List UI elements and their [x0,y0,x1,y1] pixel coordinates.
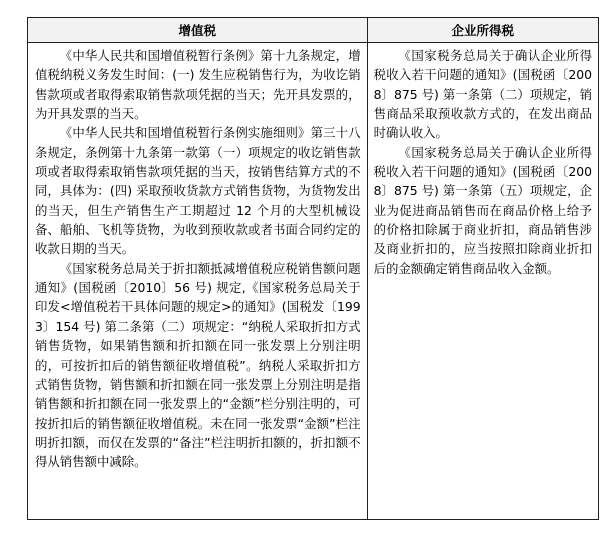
header-vat: 增值税 [28,18,368,43]
vat-cell [28,43,368,520]
vat-paragraph: 《中华人民共和国增值税暂行条例》第十九条规定，增值税纳税义务发生时间：(一) 发生应税销售行为，为收讫销售款项或者取得索取销售款项凭据的当天；先开具发票的，为开具发票的当天。 [35,48,361,122]
content-row [28,43,599,520]
header-row [28,18,599,43]
header-cit: 企业所得税 [367,18,598,43]
vat-paragraph: 《国家税务总局关于折扣额抵减增值税应税销售额问题通知》(国税函〔2010〕56 号) 规定,《国家税务总局关于印发<增值税若干具体问题的规定>的通知》(国税发〔1993〕154 号) 第二条第（二）项规定：“纳税人采取折扣方式销售货物，如果销售额和折扣额在同一张发票上分别注明的，可按折扣后的销售额征收增值税”。纳税人采取折扣方式销售货物，销售额和折扣额在同一张发票上分别注明是指销售额和折扣额在同一张发票上的“金额”栏分别注明的，可按折扣后的销售额征收增值税。未在同一张发票“金额”栏注明折扣额，而仅在发票的“备注”栏注明折扣额的，折扣额不得从销售额中减除。 [35,260,361,470]
cit-paragraph: 《国家税务总局关于确认企业所得税收入若干问题的通知》(国税函〔2008〕875 号) 第一条第（五）项规定，企业为促进商品销售而在商品价格上给予的价格扣除属于商业折扣，商品销售涉及商业折扣的，应当按照扣除商业折扣后的金额确定销售商品收入金额。 [373,144,592,276]
comparison-table [27,17,599,520]
cit-cell [367,43,598,520]
vat-paragraph: 《中华人民共和国增值税暂行条例实施细则》第三十八条规定，条例第十九条第一款第（一）项规定的收讫销售款项或者取得索取销售款项凭据的当天，按销售结算方式的不同，具体为：(四) 采取预收货款方式销售货物，为货物发出的当天，但生产销售生产工期超过 12 个月的大型机械设备、船舶、飞机等货物，为收到预收款或者书面合同约定的收款日期的当天。 [35,125,361,257]
cit-paragraph: 《国家税务总局关于确认企业所得税收入若干问题的通知》(国税函〔2008〕875 号) 第一条第（二）项规定，销售商品采取预收款方式的，在发出商品时确认收入。 [373,48,592,141]
